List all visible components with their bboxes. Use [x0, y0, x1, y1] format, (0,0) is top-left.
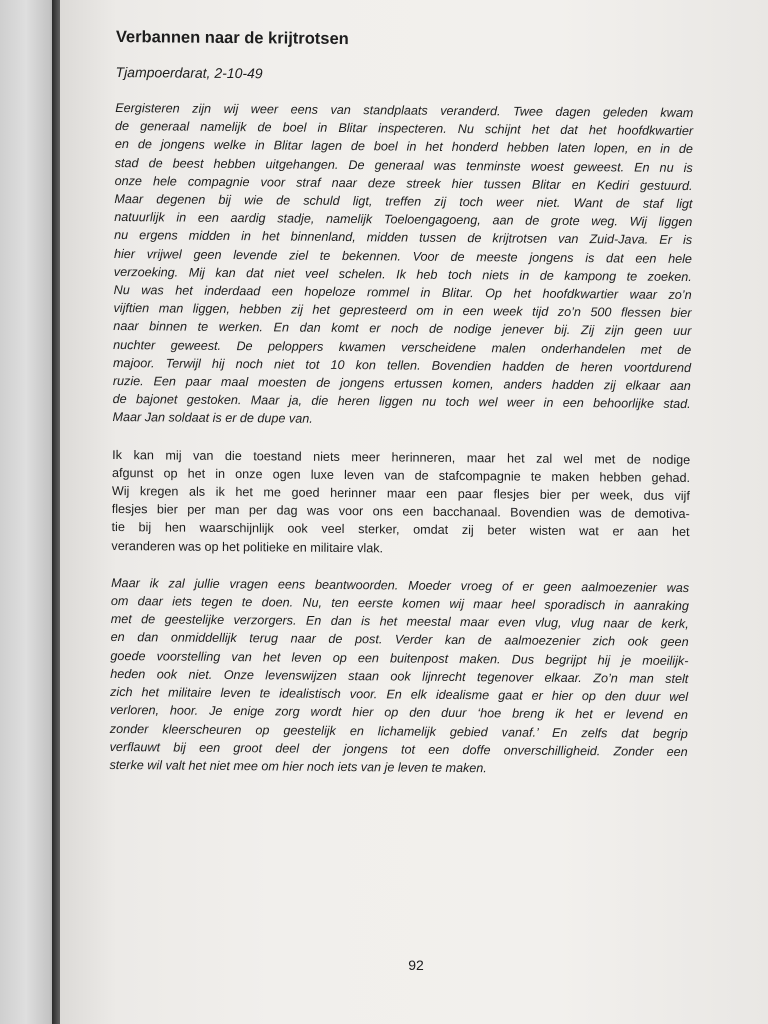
- text-line: sterke wil valt het niet mee om hier noch iets van je leven te maken.: [109, 757, 487, 776]
- page-content: [109, 22, 694, 779]
- text-line: Nu was het inderdaad een hopeloze rommel in Blitar. Op het hoofdkwartier waar zo’n: [113, 283, 692, 303]
- text-line: veranderen was op het politieke en militaire vlak.: [111, 538, 384, 556]
- text-line: de generaal namelijk de boel in Blitar inspecteren. Nu schijnt het dat het hoofdkwartier: [115, 119, 694, 139]
- text-line: en de jongens welke in Blitar lagen de boel in het honderd hebben laten lopen, en in de: [114, 137, 693, 157]
- text-line: verzoeking. Mij kan dat niet veel schelen. Ik heb toch niets in de kampong te zoeken.: [113, 264, 692, 284]
- text-line: heden ook niet. Onze levenswijzen staan ook lijnrecht tegenover elkaar. Zo’n man stelt: [110, 666, 689, 686]
- text-line: ruzie. Een paar maal moesten de jongens ertussen komen, anders hadden zij elkaar aan: [112, 374, 691, 394]
- text-line: natuurlijk in een aardig stadje, namelijk Toeloengagoeng, aan de grote weg. Wij liggen: [114, 210, 693, 230]
- text-line: flesjes bier per man per dag was voor ons een bacchanaal. Bovendien was de demotiva-: [111, 502, 690, 522]
- text-line: nu ergens midden in het binnenland, midden tussen de krijtrotsen van Zuid-Java. Er is: [114, 228, 693, 248]
- text-line: Maar degenen bij wie de schuld ligt, treffen zij toch weer niet. Want de staf ligt: [114, 192, 693, 212]
- text-line: onze hele compagnie voor straf naar deze streek hier tussen Blitar en Kediri gestuurd.: [114, 173, 693, 193]
- text-line: afgunst op het in onze ogen luxe leven van de stafcompagnie te maken hebben gehad.: [112, 465, 691, 485]
- place-date: Tjampoerdarat, 2-10-49: [115, 63, 263, 82]
- text-line: majoor. Terwijl hij noch niet tot 10 kon tellen. Bovendien hadden de heren voortdurend: [112, 355, 692, 375]
- paragraph: [111, 446, 690, 560]
- paragraph: [109, 574, 689, 779]
- text-line: verloren, hoor. Je enige zorg wordt hier op den duur ‘hoe breng ik het er levend en: [109, 703, 689, 723]
- text-line: en dan onmiddellijk terug naar de post. Verder kan de aalmoezenier zich ook geen: [110, 630, 689, 650]
- text-line: verflauwt bij een groot deel der jongens tot een doffe onverschilligheid. Zonder een: [109, 739, 688, 759]
- text-line: goede voorstelling van het leven op een buitenpost maken. Dus begrijpt hij je moeilijk-: [110, 648, 689, 668]
- text-line: Maar Jan soldaat is er de dupe van.: [112, 410, 313, 427]
- text-line: met de geestelijke verzorgers. En dan is het meestal maar even vlug, vlug naar de kerk,: [110, 612, 689, 632]
- text-line: nuchter geweest. De peloppers kwamen verscheidene malen onderhandelen met de: [113, 337, 692, 357]
- facing-page-edge: [0, 0, 58, 1024]
- text-line: de bajonet gestoken. Maar ja, die heren liggen nu toch wel weer in een behoorlijke stad.: [112, 392, 691, 412]
- text-line: stad de beest hebben uitgehangen. De generaal was tenminste woest geweest. En nu is: [114, 155, 693, 175]
- text-line: naar binnen te werken. En dan komt er noch de nodige jenever bij. Zij zijn geen uur: [113, 319, 692, 339]
- text-line: Eergisteren zijn wij weer eens van standplaats veranderd. Twee dagen geleden kwam: [115, 100, 694, 121]
- paragraph: [112, 99, 693, 432]
- text-line: zonder kleerscheuren op geestelijk en lichamelijk gebied vanaf.’ En zelfs dat begrip: [109, 721, 688, 741]
- text-line: zich het militaire leven te idealistisch voor. En elk idealisme gaat er hier op den duur wel: [110, 685, 689, 705]
- text-line: Maar ik zal jullie vragen eens beantwoorden. Moeder vroeg of er geen aalmoezenier was: [111, 575, 690, 595]
- page-number: 92: [408, 957, 424, 973]
- chapter-title: Verbannen naar de krijtrotsen: [115, 27, 349, 49]
- text-line: Ik kan mij van die toestand niets meer herinneren, maar het zal wel met de nodige: [112, 447, 691, 467]
- text-line: Wij kregen als ik het me goed herinner maar een paar flesjes bier per week, dus vijf: [111, 484, 690, 504]
- text-line: om daar iets tegen te doen. Nu, ten eerste komen wij maar heel sporadisch in aanraking: [110, 594, 689, 614]
- text-line: tie bij hen waarschijnlijk ook veel sterker, omdat zij beter wisten wat er aan het: [111, 520, 690, 540]
- text-line: vijftien man liggen, hebben zij het gepresteerd om in een week tijd zo’n 500 flessen bier: [113, 301, 692, 321]
- book-page: [60, 0, 768, 1024]
- text-line: hier vrijwel geen levende ziel te bekennen. Voor de meeste jongens is dat een hele: [113, 246, 693, 266]
